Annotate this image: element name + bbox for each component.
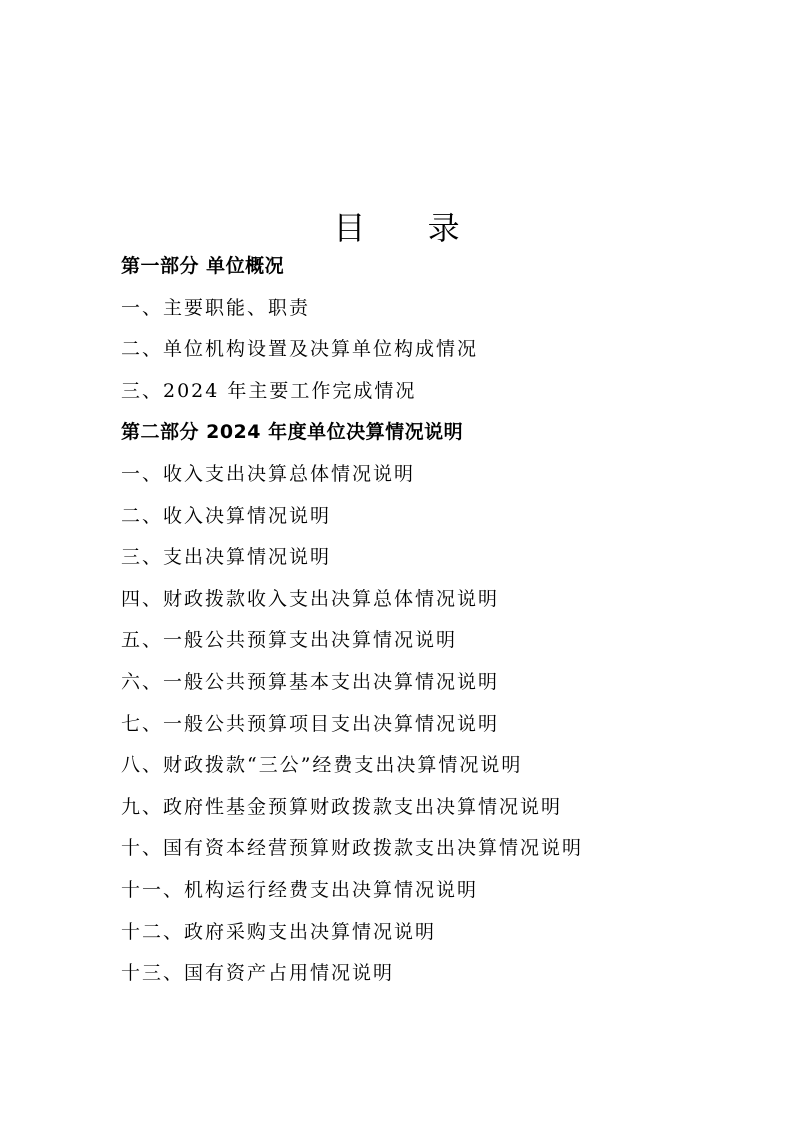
toc-part-1: 第一部分 单位概况: [121, 255, 285, 277]
toc-item: 八、财政拨款“三公”经费支出决算情况说明: [121, 754, 523, 777]
toc-item: 十一、机构运行经费支出决算情况说明: [121, 878, 479, 901]
table-of-contents: [121, 246, 761, 995]
toc-item: 三、支出决算情况说明: [121, 546, 332, 569]
toc-item: 三、2024 年主要工作完成情况: [121, 379, 417, 402]
toc-part-2: 第二部分 2024 年度单位决算情况说明: [121, 421, 464, 444]
toc-item: 七、一般公共预算项目支出决算情况说明: [121, 712, 500, 735]
toc-item: 十三、国有资产占用情况说明: [121, 962, 395, 985]
toc-item: 九、政府性基金预算财政拨款支出决算情况说明: [121, 795, 563, 818]
toc-item: 一、收入支出决算总体情况说明: [121, 462, 416, 485]
toc-item: 一、主要职能、职责: [121, 296, 311, 319]
page-title: 目 录: [333, 209, 486, 247]
toc-item: 四、财政拨款收入支出决算总体情况说明: [121, 587, 500, 610]
toc-item: 五、一般公共预算支出决算情况说明: [121, 629, 458, 652]
toc-item: 十、国有资本经营预算财政拨款支出决算情况说明: [121, 837, 584, 860]
toc-item: 十二、政府采购支出决算情况说明: [121, 920, 437, 943]
toc-item: 二、收入决算情况说明: [121, 504, 332, 527]
toc-item: 六、一般公共预算基本支出决算情况说明: [121, 670, 500, 693]
toc-item: 二、单位机构设置及决算单位构成情况: [121, 338, 479, 361]
